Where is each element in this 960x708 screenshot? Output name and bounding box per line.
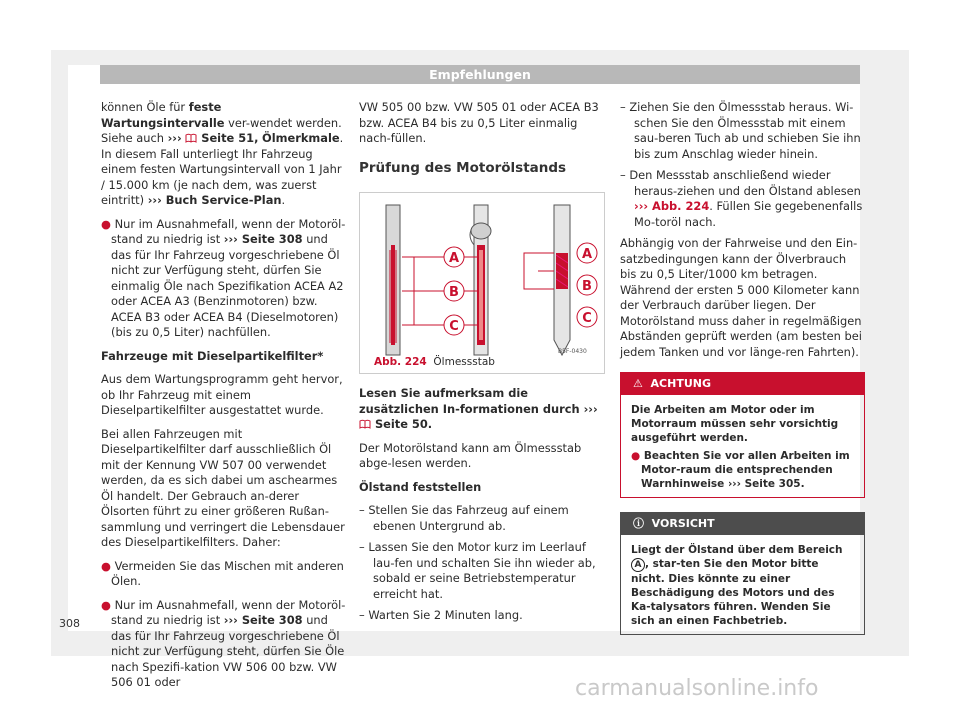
list-item: – Warten Sie 2 Minuten lang. bbox=[359, 608, 523, 622]
list-item: – Den Messstab anschließend wieder heraus-ziehen und den Ölstand ablesen ››› Abb. 224. Füllen Sie gegebenenfalls Mo-toröl nach. bbox=[620, 168, 863, 229]
label-a-circle: A bbox=[631, 558, 645, 572]
paragraph: Der Motorölstand kann am Ölmessstab abge-lesen werden. bbox=[359, 440, 582, 470]
paragraph: Bei allen Fahrzeugen mit Dieselpartikelfilter darf ausschließlich Öl mit der Kennung VW 507 00 verwendet werden, da es sich dabei um aschearmes Öl handelt. Der Gebrauch an-derer Ölsorten führt zu einer größeren Rußan-sammlung und verringert die Lebensdauer des Dieselpartikelfilters. Daher: bbox=[101, 426, 345, 549]
list-item: ● Beachten Sie vor allen Arbeiten im Motor-raum die entsprechenden Warnhinweise ››› Seite 305. bbox=[631, 450, 850, 490]
page-number: 308 bbox=[59, 617, 80, 630]
service-plan-link[interactable]: ››› Buch Service-Plan bbox=[147, 193, 282, 207]
subheading: Fahrzeuge mit Dieselpartikelfilter* bbox=[101, 348, 324, 363]
warning-text: Die Arbeiten am Motor oder im Motorraum müssen sehr vorsichtig ausgeführt werden. bbox=[631, 404, 839, 444]
column-2 bbox=[359, 100, 604, 630]
list-item: ● Vermeiden Sie das Mischen mit anderen Ölen. bbox=[101, 558, 344, 588]
list-item: ● Nur im Ausnahmefall, wenn der Motoröl-stand zu niedrig ist ››› Seite 308 und das für Ihr Fahrzeug vorgeschriebene Öl nicht zur Verfügung steht, dürfen Sie einmalig Öle nach Spezifikation ACEA A2 oder ACEA A3 (Benzinmotoren) bzw. ACEA B3 oder ACEA B4 (Dieselmotoren) (bis zu 0,5 Liter) nachfüllen. bbox=[101, 216, 346, 339]
caution-header: ⓘ VORSICHT bbox=[621, 513, 864, 535]
label-a: A bbox=[448, 251, 460, 266]
paragraph: Lesen Sie aufmerksam die zusätzlichen In-formationen durch ››› Seite 50. bbox=[359, 386, 598, 431]
page-link[interactable]: ››› Seite 305 bbox=[727, 478, 801, 490]
warning-icon: ⚠ bbox=[633, 377, 643, 390]
caution-text: Liegt der Ölstand über dem Bereich A , star-ten Sie den Motor bitte nicht. Dies könnte zu einer Beschädigung des Motors und des Ka-talysators führen. Wenden Sie sich an einen Fachbetrieb. bbox=[631, 544, 843, 627]
page-link[interactable]: Seite 50 bbox=[371, 417, 428, 431]
column-3 bbox=[620, 100, 865, 635]
label-b: B bbox=[582, 279, 592, 294]
dipstick-illustration bbox=[374, 205, 593, 355]
caution-box bbox=[620, 512, 865, 635]
list-item: – Ziehen Sie den Ölmessstab heraus. Wi-schen Sie den Ölmessstab mit einem sau-beren Tuch ab und schieben Sie ihn bis zum Anschlag wieder hinein. bbox=[620, 100, 861, 161]
book-icon bbox=[185, 133, 197, 143]
dipstick-figure bbox=[359, 192, 605, 374]
list-item: – Stellen Sie das Fahrzeug auf einem ebenen Untergrund ab. bbox=[359, 503, 569, 533]
label-c: C bbox=[582, 311, 592, 326]
subheading: Ölstand feststellen bbox=[359, 479, 482, 494]
figure-link[interactable]: ››› Abb. 224 bbox=[634, 199, 710, 213]
watermark: carmanualsonline.info bbox=[575, 676, 819, 701]
section-title: Prüfung des Motorölstands bbox=[359, 159, 567, 176]
page-link[interactable]: ››› Seite 308 bbox=[223, 232, 303, 246]
page-link[interactable]: Seite 51, bbox=[197, 131, 259, 145]
paragraph: können Öle für feste Wartungsintervalle ver-wendet werden. Siehe auch ››› Seite 51, Ölmerkmale. In diesem Fall unterliegt Ihr Fahrzeug einem festen Wartungsintervall von 1 Jahr / 15.000 km (je nach dem, was zuerst eintritt) ››› Buch Service-Plan. bbox=[101, 100, 344, 207]
figure-code: B5F-0430 bbox=[558, 348, 587, 355]
page-header: Empfehlungen bbox=[100, 65, 860, 84]
warning-box bbox=[620, 372, 865, 498]
label-c: C bbox=[449, 319, 459, 334]
list-item: – Lassen Sie den Motor kurz im Leerlauf lau-fen und schalten Sie ihn wieder ab, sobald er seine Betriebstemperatur erreicht hat. bbox=[359, 540, 596, 601]
page-link[interactable]: ››› Seite 308 bbox=[223, 613, 303, 627]
label-a: A bbox=[581, 247, 593, 262]
paragraph: VW 505 00 bzw. VW 505 01 oder ACEA B3 bzw. ACEA B4 bis zu 0,5 Liter einmalig nach-füllen. bbox=[359, 100, 599, 145]
figure-caption: Abb. 224 Ölmessstab bbox=[374, 356, 495, 368]
label-b: B bbox=[449, 285, 459, 300]
book-icon bbox=[359, 419, 371, 429]
list-item: ● Nur im Ausnahmefall, wenn der Motoröl-stand zu niedrig ist ››› Seite 308 und das für Ihr Fahrzeug vorgeschriebene Öl nicht zur Verfügung steht, dürfen Sie Öle nach Spezifi-kation VW 506 00 bzw. VW 506 01 oder bbox=[101, 597, 346, 689]
paragraph: Aus dem Wartungsprogramm geht hervor, ob Ihr Fahrzeug mit einem Dieselpartikelfilter ausgestattet wurde. bbox=[101, 372, 343, 417]
warning-header: ⚠ ACHTUNG bbox=[621, 373, 864, 395]
info-icon: ⓘ bbox=[633, 517, 644, 530]
paragraph: Abhängig von der Fahrweise und den Ein-satzbedingungen kann der Ölverbrauch bis zu 0,5 Liter/1000 km betragen. Während der ersten 5 000 Kilometer kann der Verbrauch darüber liegen. Der Motorölstand muss daher in regelmäßigen Abständen geprüft werden (am besten bei jedem Tanken und vor länge-ren Fahrten). bbox=[620, 236, 862, 359]
column-1 bbox=[101, 100, 346, 699]
